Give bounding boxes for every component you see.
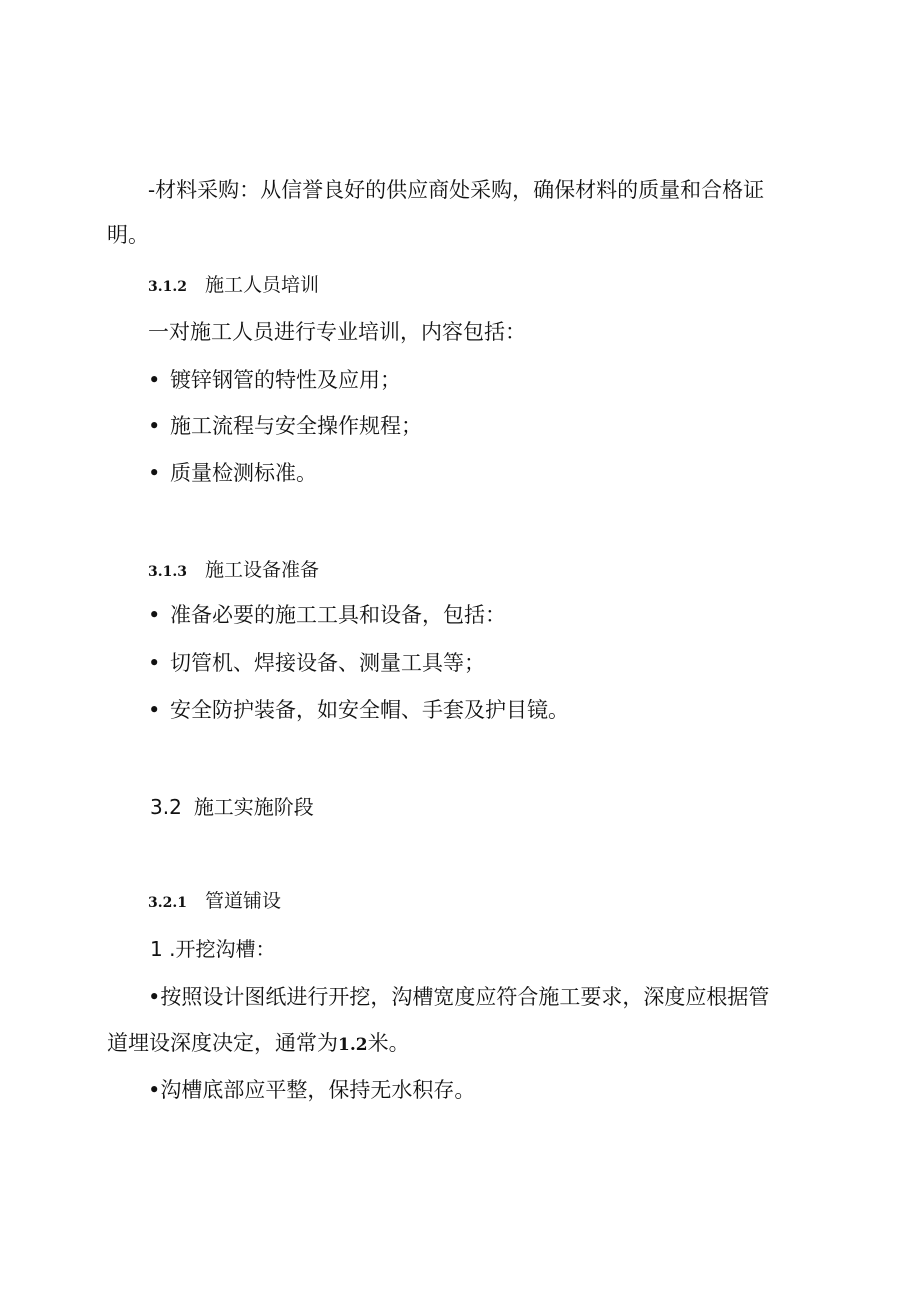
training-intro: 一对施工人员进行专业培训，内容包括： (148, 320, 526, 344)
section-heading-3-1-2 (148, 276, 319, 295)
list-item-text: 镀锌钢管的特性及应用； (170, 368, 401, 392)
list-item-text: 切管机、焊接设备、测量工具等； (170, 651, 485, 675)
trench-bullet-1-line1: •按照设计图纸进行开挖，沟槽宽度应符合施工要求，深度应根据管 (148, 985, 770, 1009)
list-item (148, 370, 401, 391)
materials-paragraph-line1: -材料采购：从信誉良好的供应商处采购，确保材料的质量和合格证 (148, 178, 765, 202)
section-number: 3.2 (150, 795, 182, 819)
section-title: 施工人员培训 (204, 274, 319, 296)
bullet-icon: • (148, 461, 161, 485)
trench-heading: 1 .开挖沟槽： (150, 937, 276, 961)
list-item-text: 准备必要的施工工具和设备，包括： (170, 603, 506, 627)
list-item-text: 施工流程与安全操作规程； (170, 414, 422, 438)
list-item-text: 安全防护装备，如安全帽、手套及护目镜。 (170, 698, 569, 722)
list-item (148, 463, 317, 484)
list-item (148, 653, 485, 674)
section-number: 3.2.1 (148, 895, 187, 911)
section-title: 管道铺设 (204, 890, 281, 912)
bullet-icon: • (148, 414, 161, 438)
section-heading-3-2 (150, 797, 314, 817)
list-item (148, 605, 506, 626)
section-number: 3.1.3 (148, 564, 187, 580)
trench-bullet-1-line2 (107, 1033, 410, 1054)
materials-paragraph-line2: 明。 (107, 223, 149, 247)
bullet-icon: • (148, 368, 161, 392)
bullet-icon: • (148, 651, 161, 675)
list-item (148, 700, 569, 721)
bullet-icon: • (148, 603, 161, 627)
section-heading-3-2-1 (148, 892, 281, 911)
list-item-text: 质量检测标准。 (170, 461, 317, 485)
trench-bullet-2: •沟槽底部应平整，保持无水积存。 (148, 1078, 476, 1102)
bullet-icon: • (148, 698, 161, 722)
section-number: 3.1.2 (148, 279, 187, 295)
section-title: 施工设备准备 (204, 559, 319, 581)
text-segment: 道埋设深度决定，通常为 (107, 1031, 338, 1055)
text-segment: 米。 (367, 1031, 410, 1055)
depth-value: 1.2 (338, 1035, 368, 1055)
section-title: 施工实施阶段 (193, 795, 314, 819)
list-item (148, 416, 422, 437)
section-heading-3-1-3 (148, 561, 319, 580)
